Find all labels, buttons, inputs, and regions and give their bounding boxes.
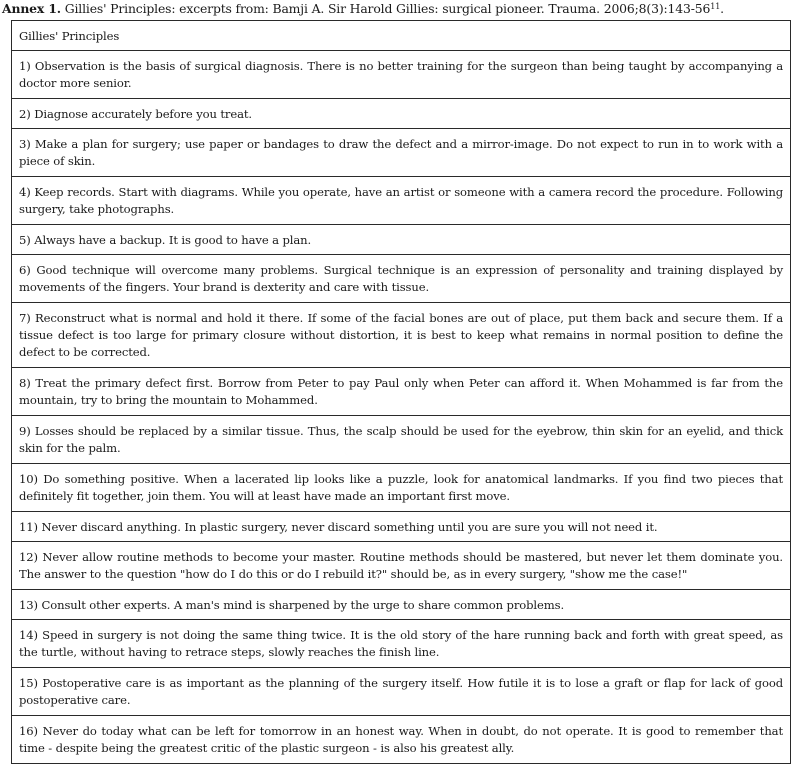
principle-2: 2) Diagnose accurately before you treat. — [12, 99, 791, 129]
principle-6: 6) Good technique will overcome many problems. Surgical technique is an expression of personality and training displayed by movements of the fingers. Your brand is dexterity and care with tissue. — [12, 255, 791, 303]
principle-3: 3) Make a plan for surgery; use paper or bandages to draw the defect and a mirror-image. Do not expect to run in to work with a piece of skin. — [12, 129, 791, 177]
principles-table — [11, 20, 791, 764]
principle-8: 8) Treat the primary defect first. Borrow from Peter to pay Paul only when Peter can afford it. When Mohammed is far from the mountain, try to bring the mountain to Mohammed. — [12, 368, 791, 416]
caption-text: Gillies' Principles: excerpts from: Bamji A. Sir Harold Gillies: surgical pioneer. Trauma. 2006;8(3):143-56 — [60, 1, 711, 16]
table-caption — [2, 1, 792, 16]
principle-4: 4) Keep records. Start with diagrams. While you operate, have an artist or someone with a camera record the procedure. Following surgery, take photographs. — [12, 177, 791, 225]
principle-11: 11) Never discard anything. In plastic surgery, never discard something until you are sure you will not need it. — [12, 512, 791, 542]
caption-reference: 11 — [710, 2, 721, 11]
table-row — [12, 620, 791, 668]
table-row — [12, 590, 791, 620]
table-row — [12, 225, 791, 255]
principle-14: 14) Speed in surgery is not doing the same thing twice. It is the old story of the hare running back and forth with great speed, as the turtle, without having to retrace steps, slowly reaches the finish line. — [12, 620, 791, 668]
table-row — [12, 303, 791, 368]
table-row — [12, 368, 791, 416]
table-row — [12, 51, 791, 99]
principle-15: 15) Postoperative care is as important as the planning of the surgery itself. How futile it is to lose a graft or flap for lack of good postoperative care. — [12, 668, 791, 716]
principle-5: 5) Always have a backup. It is good to have a plan. — [12, 225, 791, 255]
caption-label: Annex 1. — [2, 1, 61, 16]
principle-10: 10) Do something positive. When a lacerated lip looks like a puzzle, look for anatomical landmarks. If you find two pieces that definitely fit together, join them. You will at least have made an important first move. — [12, 464, 791, 512]
principle-16: 16) Never do today what can be left for tomorrow in an honest way. When in doubt, do not operate. It is good to remember that time - despite being the greatest critic of the plastic surgeon - is also his greatest ally. — [12, 716, 791, 764]
table-row — [12, 129, 791, 177]
table-row — [12, 177, 791, 225]
table-row — [12, 464, 791, 512]
table-row — [12, 668, 791, 716]
table-row — [12, 99, 791, 129]
table-row — [12, 255, 791, 303]
table-row — [12, 542, 791, 590]
table-row — [12, 512, 791, 542]
principle-9: 9) Losses should be replaced by a similar tissue. Thus, the scalp should be used for the eyebrow, thin skin for an eyelid, and thick skin for the palm. — [12, 416, 791, 464]
caption-end: . — [720, 1, 724, 16]
principle-1: 1) Observation is the basis of surgical diagnosis. There is no better training for the surgeon than being taught by accompanying a doctor more senior. — [12, 51, 791, 99]
principle-7: 7) Reconstruct what is normal and hold it there. If some of the facial bones are out of place, put them back and secure them. If a tissue defect is too large for primary closure without distortion, it is best to keep what remains in normal position to define the defect to be corrected. — [12, 303, 791, 368]
table-row — [12, 716, 791, 764]
table-header-row — [12, 21, 791, 51]
table-header: Gillies' Principles — [12, 21, 791, 51]
principle-12: 12) Never allow routine methods to become your master. Routine methods should be mastered, but never let them dominate you. The answer to the question "how do I do this or do I rebuild it?" should be, as in every surgery, "show me the case!" — [12, 542, 791, 590]
table-row — [12, 416, 791, 464]
principle-13: 13) Consult other experts. A man's mind is sharpened by the urge to share common problems. — [12, 590, 791, 620]
